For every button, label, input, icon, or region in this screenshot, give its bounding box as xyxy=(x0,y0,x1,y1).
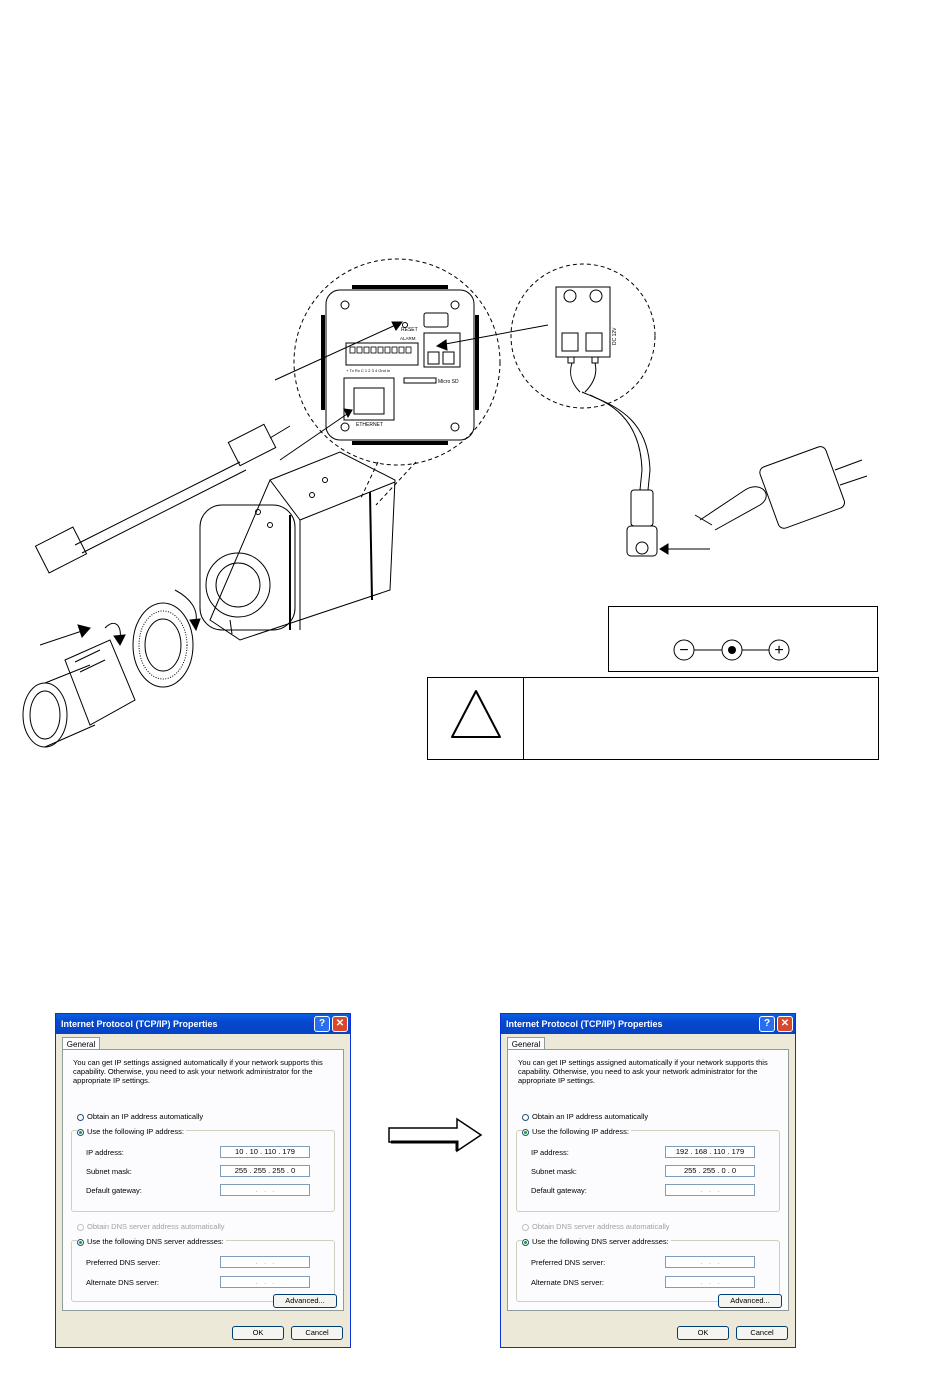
preferred-dns-label: Preferred DNS server: xyxy=(531,1258,606,1267)
subnet-mask-label: Subnet mask: xyxy=(531,1167,577,1176)
obtain-ip-radio[interactable] xyxy=(522,1112,648,1121)
intro-text: You can get IP settings assigned automatically if your network supports this capability. Otherwise, you need to ask your network administrator for the appropriate IP settings. xyxy=(73,1058,323,1085)
default-gateway-label: Default gateway: xyxy=(531,1186,587,1195)
radio-off-icon xyxy=(77,1114,84,1121)
subnet-mask-field[interactable]: 255 . 255 . 0 . 0 xyxy=(665,1165,755,1177)
ip-address-label: IP address: xyxy=(86,1148,124,1157)
ip-group xyxy=(516,1127,780,1212)
obtain-dns-radio[interactable] xyxy=(77,1222,225,1231)
radio-off-icon xyxy=(522,1114,529,1121)
subnet-mask-label: Subnet mask: xyxy=(86,1167,132,1176)
dialog-title: Internet Protocol (TCP/IP) Properties xyxy=(56,1014,350,1034)
alternate-dns-label: Alternate DNS server: xyxy=(86,1278,159,1287)
use-dns-label: Use the following DNS server addresses: xyxy=(532,1237,669,1246)
polarity-symbol xyxy=(609,607,877,671)
caution-divider xyxy=(523,678,524,759)
ip-address-field[interactable]: 10 . 10 . 110 . 179 xyxy=(220,1146,310,1158)
radio-off-icon xyxy=(77,1224,84,1231)
radio-on-icon xyxy=(77,1129,84,1136)
radio-on-icon xyxy=(77,1239,84,1246)
obtain-ip-radio[interactable] xyxy=(77,1112,203,1121)
obtain-ip-label: Obtain an IP address automatically xyxy=(532,1112,649,1121)
obtain-dns-label: Obtain DNS server address automatically xyxy=(87,1222,225,1231)
ip-address-field[interactable]: 192 . 168 . 110 . 179 xyxy=(665,1146,755,1158)
polarity-box xyxy=(608,606,878,672)
default-gateway-field[interactable]: . . . xyxy=(665,1184,755,1196)
use-dns-label: Use the following DNS server addresses: xyxy=(87,1237,224,1246)
tab-general[interactable]: General xyxy=(507,1037,545,1050)
caution-box xyxy=(427,677,879,760)
warning-triangle-icon xyxy=(446,684,506,744)
obtain-ip-label: Obtain an IP address automatically xyxy=(87,1112,204,1121)
close-button[interactable]: ✕ xyxy=(777,1016,793,1032)
obtain-dns-label: Obtain DNS server address automatically xyxy=(532,1222,670,1231)
terminal-label: ALARM xyxy=(400,336,416,341)
close-button[interactable]: ✕ xyxy=(332,1016,348,1032)
alternate-dns-field[interactable]: . . . xyxy=(220,1276,310,1288)
default-gateway-field[interactable]: . . . xyxy=(220,1184,310,1196)
ok-button[interactable]: OK xyxy=(232,1326,284,1340)
ok-button[interactable]: OK xyxy=(677,1326,729,1340)
dns-group xyxy=(516,1237,780,1302)
obtain-dns-radio[interactable] xyxy=(522,1222,670,1231)
alternate-dns-field[interactable]: . . . xyxy=(665,1276,755,1288)
use-dns-radio[interactable] xyxy=(522,1237,671,1246)
dns-group xyxy=(71,1237,335,1302)
subnet-mask-field[interactable]: 255 . 255 . 255 . 0 xyxy=(220,1165,310,1177)
tcpip-dialog-after xyxy=(500,1013,796,1348)
ethernet-label: ETHERNET xyxy=(356,422,383,428)
cancel-button[interactable]: Cancel xyxy=(736,1326,788,1340)
dc-label: DC 12V xyxy=(612,327,618,345)
help-button[interactable]: ? xyxy=(759,1016,775,1032)
minus-symbol: − xyxy=(679,642,689,659)
intro-text: You can get IP settings assigned automatically if your network supports this capability. Otherwise, you need to ask your network administrator for the appropriate IP settings. xyxy=(518,1058,768,1085)
reset-label: RESET xyxy=(401,327,418,333)
plus-symbol: + xyxy=(774,642,784,659)
general-tab-panel xyxy=(507,1049,789,1311)
tab-general[interactable]: General xyxy=(62,1037,100,1050)
help-button[interactable]: ? xyxy=(314,1016,330,1032)
default-gateway-label: Default gateway: xyxy=(86,1186,142,1195)
advanced-button[interactable]: Advanced... xyxy=(718,1294,782,1308)
terminal-pins-label: + Tx Rx C 1 2 3 4 Gnd In xyxy=(346,368,391,373)
radio-on-icon xyxy=(522,1239,529,1246)
general-tab-panel xyxy=(62,1049,344,1311)
radio-on-icon xyxy=(522,1129,529,1136)
use-ip-label: Use the following IP address: xyxy=(87,1127,184,1136)
ip-group xyxy=(71,1127,335,1212)
micro-sd-label: Micro SD xyxy=(438,379,459,385)
advanced-button[interactable]: Advanced... xyxy=(273,1294,337,1308)
use-ip-radio[interactable] xyxy=(522,1127,631,1136)
preferred-dns-field[interactable]: . . . xyxy=(665,1256,755,1268)
preferred-dns-field[interactable]: . . . xyxy=(220,1256,310,1268)
alternate-dns-label: Alternate DNS server: xyxy=(531,1278,604,1287)
ip-address-label: IP address: xyxy=(531,1148,569,1157)
right-arrow-icon xyxy=(385,1115,485,1155)
use-ip-label: Use the following IP address: xyxy=(532,1127,629,1136)
tcpip-dialog-before xyxy=(55,1013,351,1348)
preferred-dns-label: Preferred DNS server: xyxy=(86,1258,161,1267)
dialog-title: Internet Protocol (TCP/IP) Properties xyxy=(501,1014,795,1034)
use-dns-radio[interactable] xyxy=(77,1237,226,1246)
cancel-button[interactable]: Cancel xyxy=(291,1326,343,1340)
radio-off-icon xyxy=(522,1224,529,1231)
use-ip-radio[interactable] xyxy=(77,1127,186,1136)
